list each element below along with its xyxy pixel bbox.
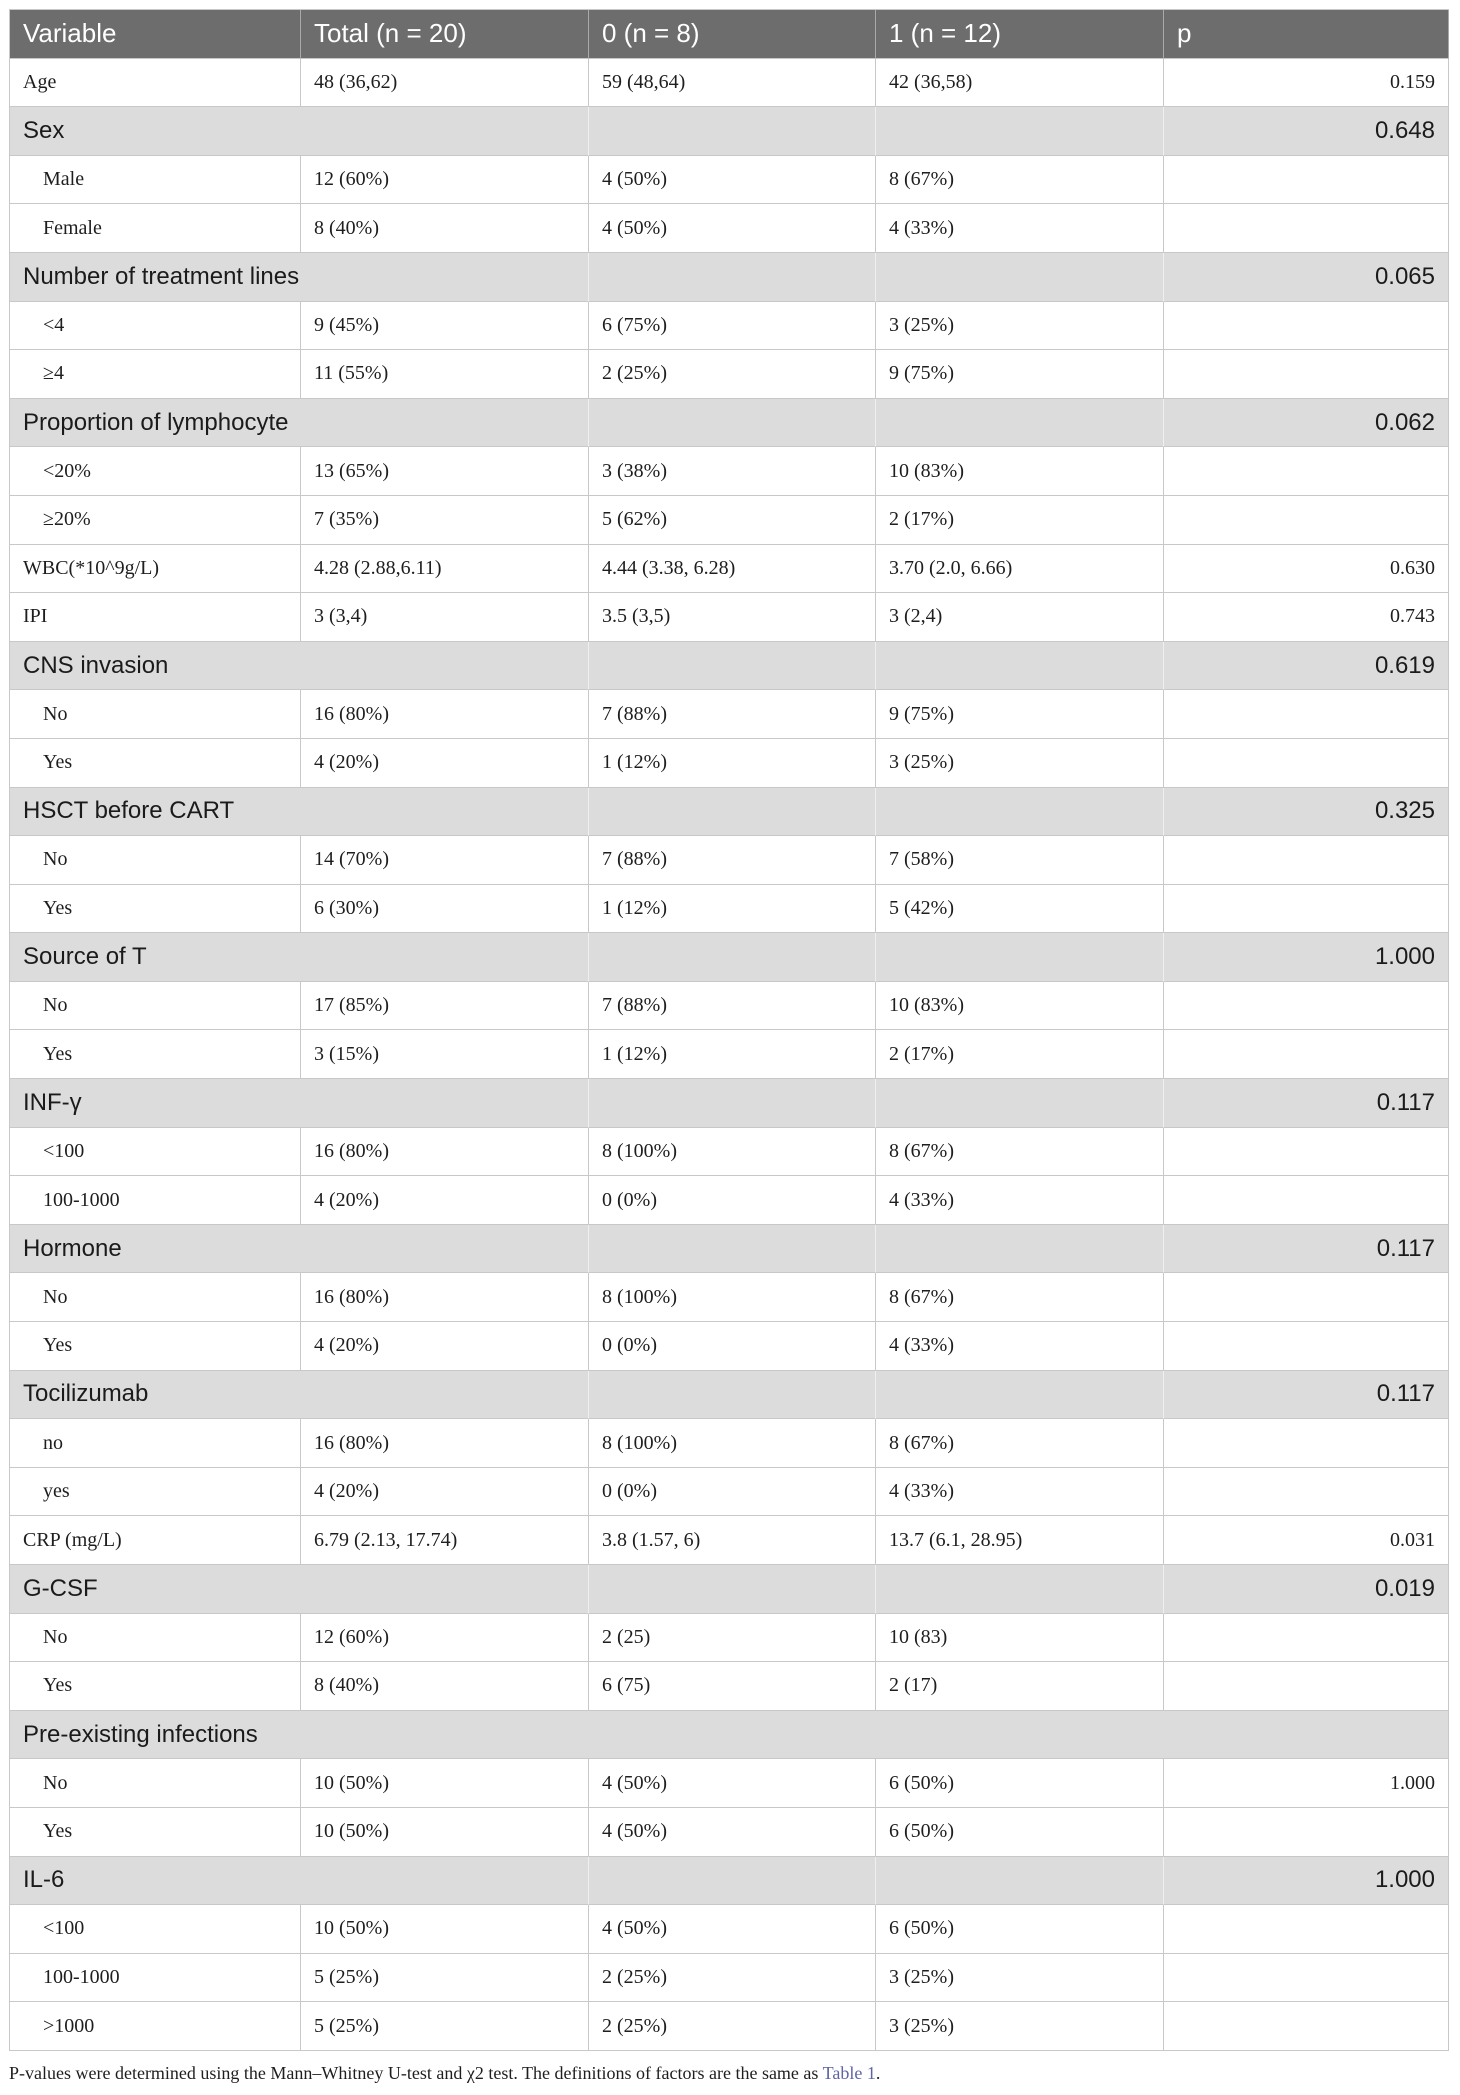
level-label: Yes: [10, 885, 301, 934]
table-body: [10, 59, 1449, 2051]
group-1-value: 5 (42%): [876, 885, 1164, 934]
category-label: Number of treatment lines: [10, 253, 589, 302]
total-value: 8 (40%): [301, 204, 589, 253]
total-value: 4.28 (2.88,6.11): [301, 545, 589, 594]
header-group-1: 1 (n = 12): [876, 10, 1164, 59]
group-1-value: 10 (83): [876, 1614, 1164, 1663]
category-label: INF-γ: [10, 1079, 589, 1128]
group-0-value: 5 (62%): [589, 496, 876, 545]
level-label: Yes: [10, 1808, 301, 1857]
category-row: [10, 1711, 1449, 1760]
total-value: 16 (80%): [301, 1419, 589, 1468]
category-label: Source of T: [10, 933, 589, 982]
category-row: [10, 642, 1449, 691]
total-value: 11 (55%): [301, 350, 589, 399]
empty-cell: [589, 1371, 876, 1420]
p-value: 0.031: [1164, 1516, 1449, 1565]
group-1-value: 7 (58%): [876, 836, 1164, 885]
empty-cell: [876, 107, 1164, 156]
group-0-value: 8 (100%): [589, 1273, 876, 1322]
p-value: [1164, 204, 1449, 253]
variable-row: [10, 59, 1449, 108]
empty-cell: [876, 1079, 1164, 1128]
group-0-value: 1 (12%): [589, 739, 876, 788]
p-value: [1164, 1905, 1449, 1954]
total-value: 3 (3,4): [301, 593, 589, 642]
level-row: [10, 1273, 1449, 1322]
empty-cell: [589, 107, 876, 156]
level-row: [10, 690, 1449, 739]
variable-label: Age: [10, 59, 301, 108]
level-label: Male: [10, 156, 301, 205]
level-row: [10, 885, 1449, 934]
variable-row: [10, 545, 1449, 594]
empty-cell: [876, 642, 1164, 691]
p-value: 1.000: [1164, 933, 1449, 982]
p-value: 0.743: [1164, 593, 1449, 642]
empty-cell: [589, 1565, 876, 1614]
empty-cell: [876, 1565, 1164, 1614]
group-0-value: 7 (88%): [589, 836, 876, 885]
p-value: 0.117: [1164, 1225, 1449, 1274]
group-0-value: 4 (50%): [589, 204, 876, 253]
group-0-value: 3 (38%): [589, 447, 876, 496]
level-row: [10, 1808, 1449, 1857]
level-label: No: [10, 1759, 301, 1808]
p-value: 0.019: [1164, 1565, 1449, 1614]
total-value: 13 (65%): [301, 447, 589, 496]
category-label: IL-6: [10, 1857, 589, 1906]
p-value: [1164, 739, 1449, 788]
empty-cell: [876, 788, 1164, 837]
level-label: No: [10, 982, 301, 1031]
group-1-value: 3.70 (2.0, 6.66): [876, 545, 1164, 594]
header-variable: Variable: [10, 10, 301, 59]
group-1-value: 3 (25%): [876, 1954, 1164, 2003]
group-0-value: 2 (25%): [589, 1954, 876, 2003]
group-1-value: 13.7 (6.1, 28.95): [876, 1516, 1164, 1565]
group-1-value: 6 (50%): [876, 1905, 1164, 1954]
total-value: 4 (20%): [301, 1468, 589, 1517]
level-row: [10, 1468, 1449, 1517]
empty-cell: [876, 1371, 1164, 1420]
category-row: [10, 788, 1449, 837]
level-label: Yes: [10, 1030, 301, 1079]
group-0-value: 6 (75): [589, 1662, 876, 1711]
level-row: [10, 1614, 1449, 1663]
p-value: [1164, 496, 1449, 545]
category-row: [10, 107, 1449, 156]
variable-label: IPI: [10, 593, 301, 642]
empty-cell: [589, 399, 876, 448]
group-1-value: 8 (67%): [876, 156, 1164, 205]
group-1-value: 6 (50%): [876, 1808, 1164, 1857]
p-value: 0.159: [1164, 59, 1449, 108]
group-0-value: 0 (0%): [589, 1176, 876, 1225]
group-0-value: 7 (88%): [589, 982, 876, 1031]
category-row: [10, 1565, 1449, 1614]
variable-label: WBC(*10^9g/L): [10, 545, 301, 594]
level-row: [10, 156, 1449, 205]
category-row: [10, 1857, 1449, 1906]
header-total: Total (n = 20): [301, 10, 589, 59]
group-0-value: 2 (25%): [589, 2002, 876, 2051]
category-label: Pre-existing infections: [10, 1711, 1449, 1760]
level-row: [10, 447, 1449, 496]
p-value: 0.062: [1164, 399, 1449, 448]
total-value: 5 (25%): [301, 1954, 589, 2003]
empty-cell: [876, 399, 1164, 448]
p-value: [1164, 1176, 1449, 1225]
p-value: [1164, 982, 1449, 1031]
header-group-0: 0 (n = 8): [589, 10, 876, 59]
group-1-value: 4 (33%): [876, 204, 1164, 253]
group-0-value: 4.44 (3.38, 6.28): [589, 545, 876, 594]
level-row: [10, 1419, 1449, 1468]
category-row: [10, 1079, 1449, 1128]
p-value: [1164, 1808, 1449, 1857]
characteristics-table: [9, 9, 1449, 2051]
level-row: [10, 1759, 1449, 1808]
group-0-value: 4 (50%): [589, 1905, 876, 1954]
table-1-link[interactable]: Table 1: [822, 2063, 876, 2083]
group-0-value: 1 (12%): [589, 1030, 876, 1079]
level-label: Female: [10, 204, 301, 253]
group-0-value: 4 (50%): [589, 1759, 876, 1808]
level-row: [10, 204, 1449, 253]
category-row: [10, 1225, 1449, 1274]
p-value: [1164, 1419, 1449, 1468]
footnote-text: P-values were determined using the Mann–Whitney U-test and χ2 test. The definitions of factors are the same as: [9, 2063, 823, 2083]
table-footnote: [9, 2061, 1449, 2085]
header-p: p: [1164, 10, 1449, 59]
total-value: 16 (80%): [301, 690, 589, 739]
group-1-value: 3 (25%): [876, 739, 1164, 788]
p-value: 0.619: [1164, 642, 1449, 691]
total-value: 14 (70%): [301, 836, 589, 885]
group-0-value: 2 (25): [589, 1614, 876, 1663]
p-value: [1164, 1128, 1449, 1177]
category-label: Sex: [10, 107, 589, 156]
p-value: [1164, 302, 1449, 351]
p-value: [1164, 156, 1449, 205]
p-value: [1164, 1322, 1449, 1371]
level-label: No: [10, 1273, 301, 1322]
group-0-value: 3.8 (1.57, 6): [589, 1516, 876, 1565]
group-1-value: 9 (75%): [876, 350, 1164, 399]
p-value: [1164, 1614, 1449, 1663]
level-label: >1000: [10, 2002, 301, 2051]
p-value: [1164, 1662, 1449, 1711]
group-0-value: 0 (0%): [589, 1322, 876, 1371]
total-value: 10 (50%): [301, 1759, 589, 1808]
level-label: No: [10, 836, 301, 885]
level-label: yes: [10, 1468, 301, 1517]
total-value: 48 (36,62): [301, 59, 589, 108]
total-value: 3 (15%): [301, 1030, 589, 1079]
p-value: [1164, 885, 1449, 934]
total-value: 8 (40%): [301, 1662, 589, 1711]
group-1-value: 3 (25%): [876, 2002, 1164, 2051]
level-row: [10, 739, 1449, 788]
total-value: 12 (60%): [301, 156, 589, 205]
total-value: 17 (85%): [301, 982, 589, 1031]
empty-cell: [876, 1225, 1164, 1274]
level-label: 100-1000: [10, 1176, 301, 1225]
variable-row: [10, 1516, 1449, 1565]
group-1-value: 2 (17%): [876, 1030, 1164, 1079]
empty-cell: [589, 933, 876, 982]
group-0-value: 2 (25%): [589, 350, 876, 399]
category-label: G-CSF: [10, 1565, 589, 1614]
group-1-value: 8 (67%): [876, 1273, 1164, 1322]
level-label: No: [10, 1614, 301, 1663]
level-row: [10, 350, 1449, 399]
p-value: [1164, 1030, 1449, 1079]
group-1-value: 8 (67%): [876, 1128, 1164, 1177]
empty-cell: [589, 1857, 876, 1906]
group-1-value: 2 (17%): [876, 496, 1164, 545]
total-value: 4 (20%): [301, 1176, 589, 1225]
p-value: [1164, 1273, 1449, 1322]
total-value: 12 (60%): [301, 1614, 589, 1663]
level-label: ≥20%: [10, 496, 301, 545]
level-row: [10, 1662, 1449, 1711]
total-value: 9 (45%): [301, 302, 589, 351]
empty-cell: [876, 933, 1164, 982]
total-value: 4 (20%): [301, 1322, 589, 1371]
empty-cell: [589, 788, 876, 837]
level-label: Yes: [10, 1322, 301, 1371]
group-0-value: 4 (50%): [589, 1808, 876, 1857]
group-0-value: 4 (50%): [589, 156, 876, 205]
level-row: [10, 836, 1449, 885]
total-value: 16 (80%): [301, 1273, 589, 1322]
group-1-value: 6 (50%): [876, 1759, 1164, 1808]
group-1-value: 3 (25%): [876, 302, 1164, 351]
table-header-row: [10, 10, 1449, 59]
level-row: [10, 302, 1449, 351]
p-value: 0.630: [1164, 545, 1449, 594]
p-value: [1164, 447, 1449, 496]
category-row: [10, 1371, 1449, 1420]
p-value: 0.117: [1164, 1079, 1449, 1128]
group-0-value: 59 (48,64): [589, 59, 876, 108]
group-1-value: 2 (17): [876, 1662, 1164, 1711]
category-label: Tocilizumab: [10, 1371, 589, 1420]
category-row: [10, 933, 1449, 982]
level-row: [10, 1128, 1449, 1177]
p-value: [1164, 690, 1449, 739]
group-1-value: 3 (2,4): [876, 593, 1164, 642]
variable-row: [10, 593, 1449, 642]
total-value: 16 (80%): [301, 1128, 589, 1177]
group-1-value: 8 (67%): [876, 1419, 1164, 1468]
group-1-value: 10 (83%): [876, 982, 1164, 1031]
group-0-value: 0 (0%): [589, 1468, 876, 1517]
level-label: ≥4: [10, 350, 301, 399]
total-value: 5 (25%): [301, 2002, 589, 2051]
group-1-value: 10 (83%): [876, 447, 1164, 496]
group-1-value: 4 (33%): [876, 1322, 1164, 1371]
total-value: 10 (50%): [301, 1905, 589, 1954]
empty-cell: [589, 1079, 876, 1128]
level-label: <100: [10, 1905, 301, 1954]
p-value: 0.065: [1164, 253, 1449, 302]
category-row: [10, 399, 1449, 448]
group-1-value: 4 (33%): [876, 1468, 1164, 1517]
group-0-value: 8 (100%): [589, 1128, 876, 1177]
level-row: [10, 1030, 1449, 1079]
empty-cell: [876, 1857, 1164, 1906]
p-value: [1164, 1468, 1449, 1517]
level-row: [10, 1954, 1449, 2003]
empty-cell: [589, 1225, 876, 1274]
category-row: [10, 253, 1449, 302]
level-label: Yes: [10, 1662, 301, 1711]
level-row: [10, 1905, 1449, 1954]
empty-cell: [589, 642, 876, 691]
level-label: No: [10, 690, 301, 739]
level-row: [10, 1322, 1449, 1371]
variable-label: CRP (mg/L): [10, 1516, 301, 1565]
footnote-end: .: [875, 2063, 881, 2083]
level-row: [10, 2002, 1449, 2051]
empty-cell: [876, 253, 1164, 302]
total-value: 6.79 (2.13, 17.74): [301, 1516, 589, 1565]
level-label: <4: [10, 302, 301, 351]
level-label: no: [10, 1419, 301, 1468]
p-value: [1164, 1954, 1449, 2003]
group-1-value: 4 (33%): [876, 1176, 1164, 1225]
p-value: [1164, 350, 1449, 399]
group-0-value: 7 (88%): [589, 690, 876, 739]
p-value: 1.000: [1164, 1759, 1449, 1808]
level-label: <100: [10, 1128, 301, 1177]
level-label: 100-1000: [10, 1954, 301, 2003]
p-value: 0.117: [1164, 1371, 1449, 1420]
level-row: [10, 982, 1449, 1031]
total-value: 7 (35%): [301, 496, 589, 545]
p-value: 0.648: [1164, 107, 1449, 156]
category-label: Proportion of lymphocyte: [10, 399, 589, 448]
group-0-value: 8 (100%): [589, 1419, 876, 1468]
empty-cell: [589, 253, 876, 302]
total-value: 10 (50%): [301, 1808, 589, 1857]
p-value: [1164, 836, 1449, 885]
p-value: [1164, 2002, 1449, 2051]
level-label: Yes: [10, 739, 301, 788]
category-label: CNS invasion: [10, 642, 589, 691]
group-1-value: 42 (36,58): [876, 59, 1164, 108]
level-row: [10, 1176, 1449, 1225]
p-value: 1.000: [1164, 1857, 1449, 1906]
total-value: 4 (20%): [301, 739, 589, 788]
level-label: <20%: [10, 447, 301, 496]
p-value: 0.325: [1164, 788, 1449, 837]
category-label: Hormone: [10, 1225, 589, 1274]
level-row: [10, 496, 1449, 545]
group-0-value: 3.5 (3,5): [589, 593, 876, 642]
group-1-value: 9 (75%): [876, 690, 1164, 739]
category-label: HSCT before CART: [10, 788, 589, 837]
group-0-value: 6 (75%): [589, 302, 876, 351]
total-value: 6 (30%): [301, 885, 589, 934]
group-0-value: 1 (12%): [589, 885, 876, 934]
